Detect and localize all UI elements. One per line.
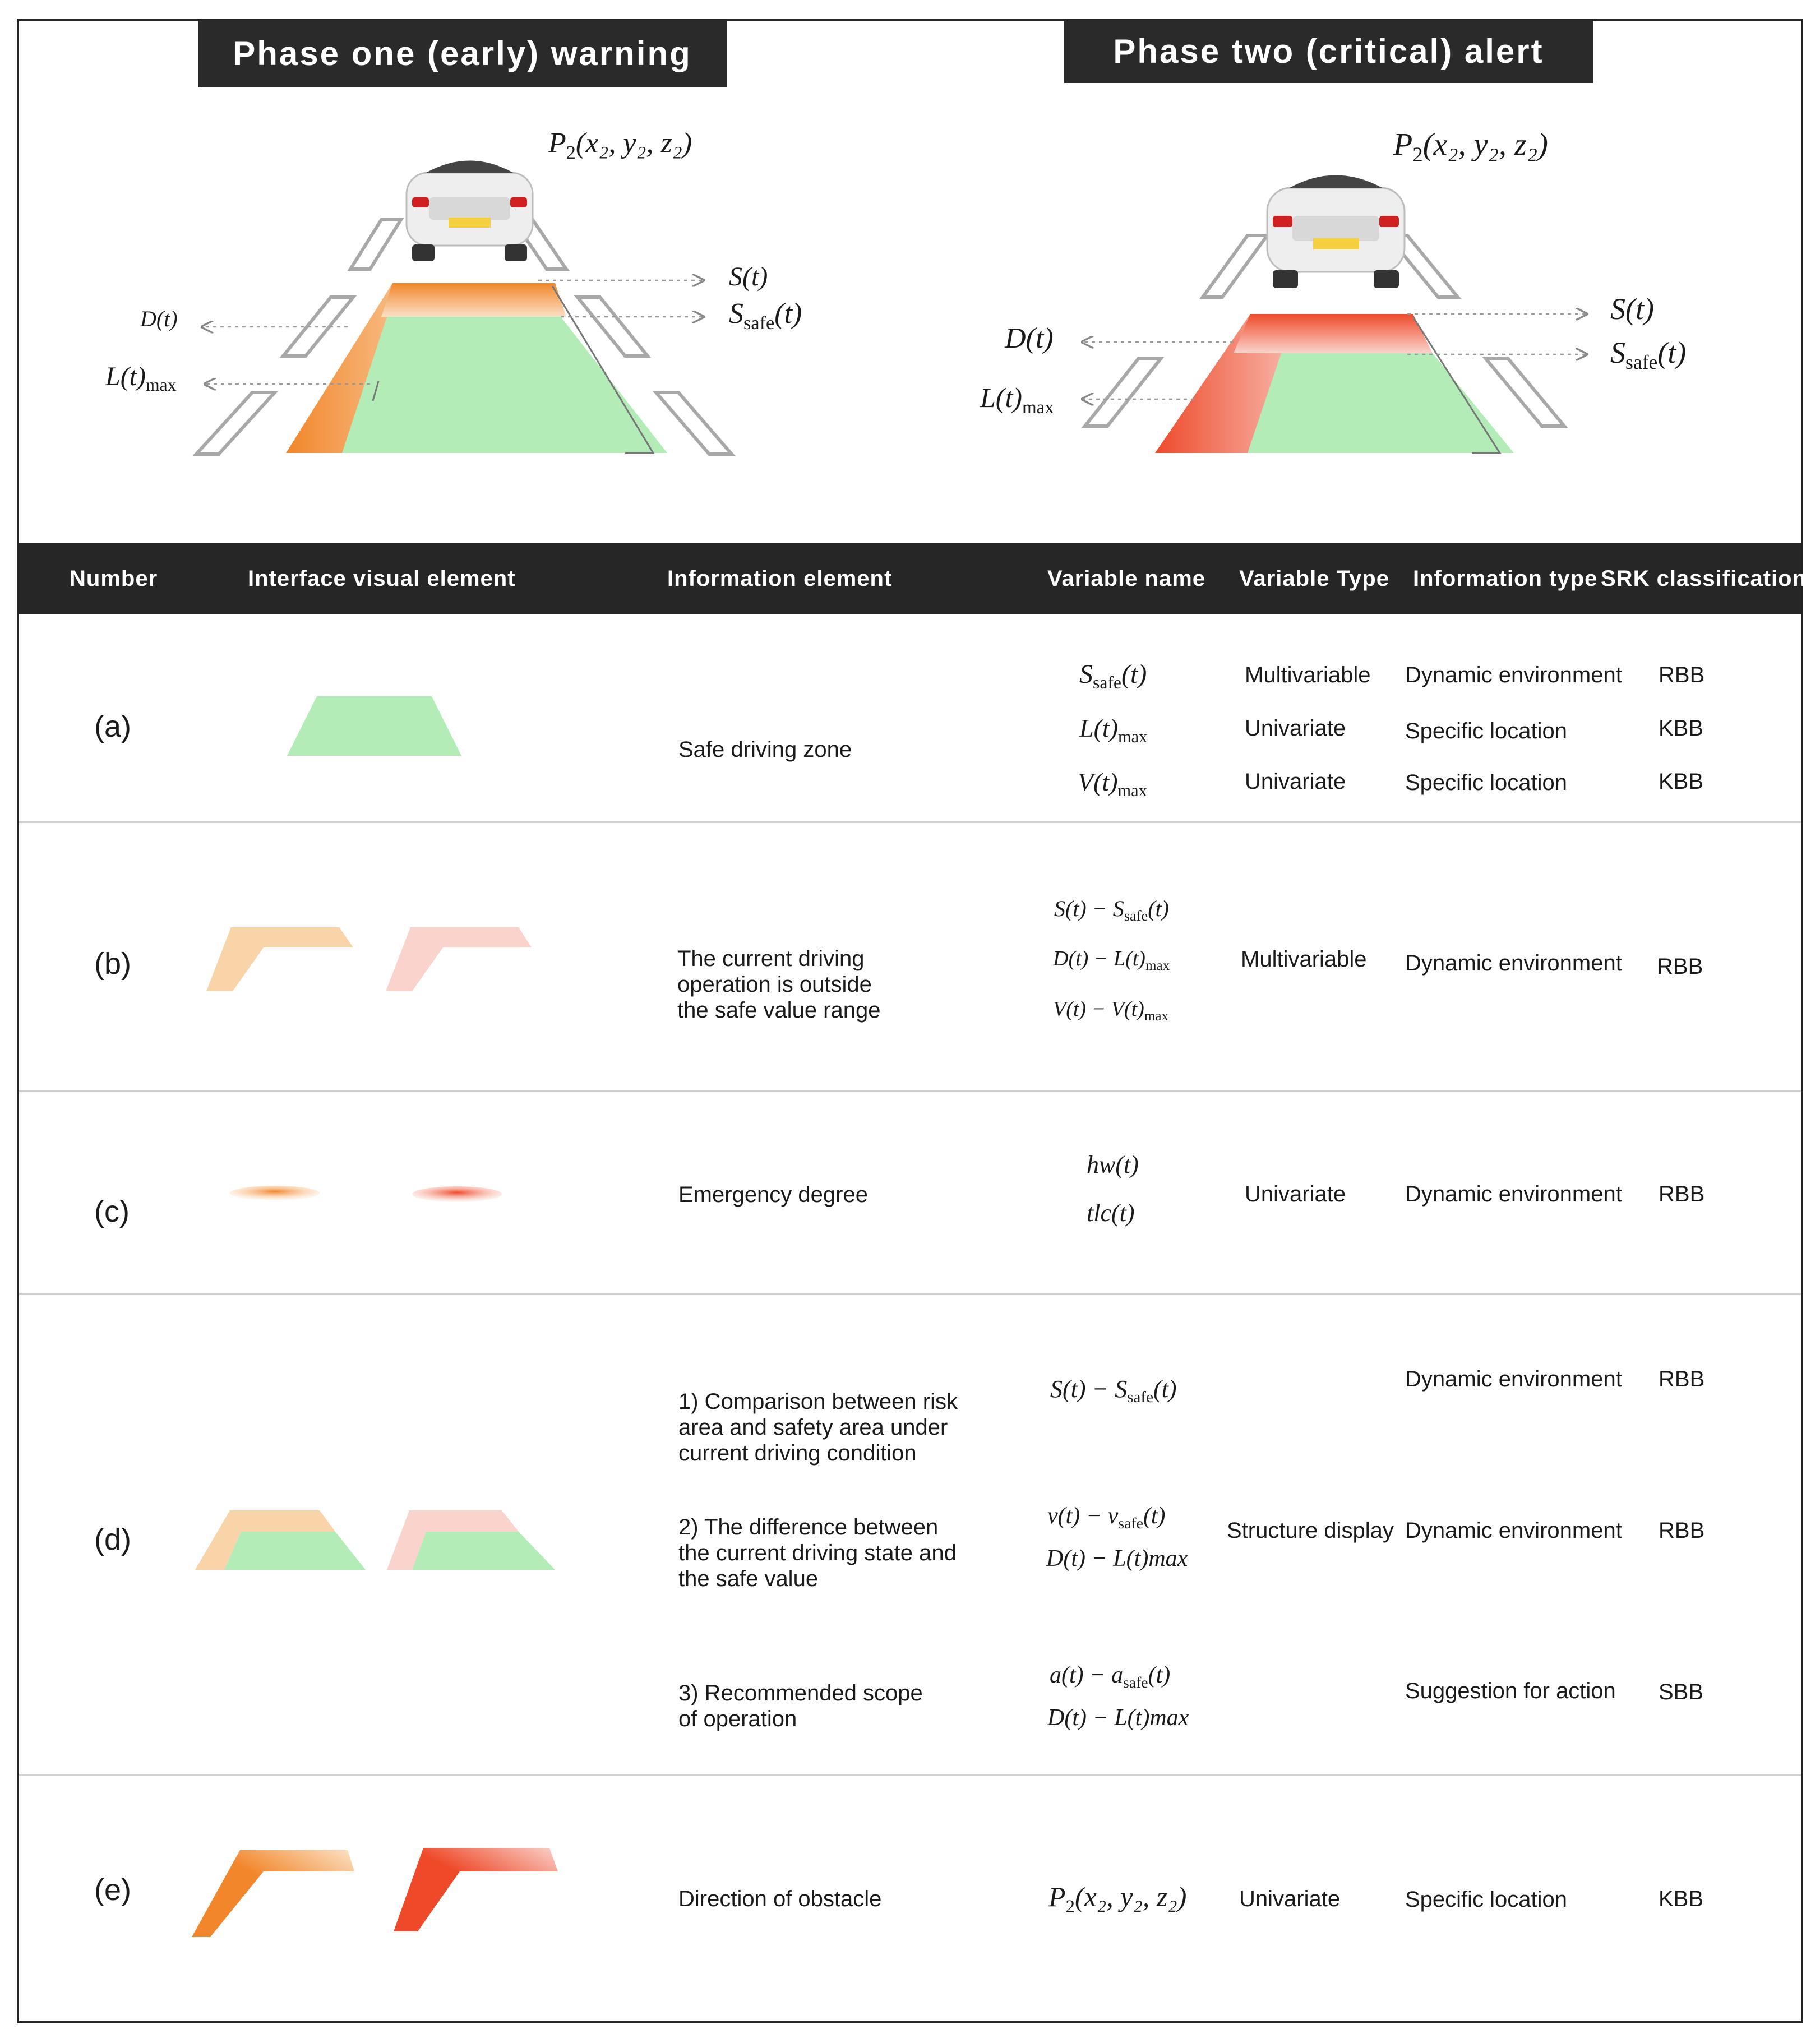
row-d-var-5: D(t) − L(t)max: [1047, 1705, 1189, 1731]
phase1-label-s: S(t): [729, 262, 768, 292]
row-divider: [19, 1774, 1801, 1776]
phase1-label-s-safe: $S_{safe}(t)$: [729, 298, 802, 334]
phase1-car: [407, 161, 533, 262]
row-e-var-1: $P_2(x_2$, y₂, z₂): [1048, 1881, 1187, 1917]
row-divider: [19, 821, 1801, 823]
icon-d-comparison: [195, 1510, 555, 1570]
row-a-infotype-1: Dynamic environment: [1405, 663, 1622, 687]
phase1-label-d: D(t): [140, 306, 178, 331]
row-a-var-2: $L(t)_{max}$: [1079, 714, 1148, 746]
row-e-number: (e): [94, 1873, 131, 1907]
row-d-infotype-1: Dynamic environment: [1405, 1367, 1622, 1392]
row-d-infotype-2: Dynamic environment: [1405, 1518, 1622, 1543]
row-e-infotype: Specific location: [1405, 1887, 1568, 1912]
row-d-information-2-line-1: 2) The difference between: [678, 1515, 939, 1540]
row-d-information-3-line-2: of operation: [678, 1707, 797, 1731]
phase2-risk-zone-top: [1234, 314, 1433, 353]
row-a-srk-1: RBB: [1659, 663, 1705, 687]
row-d-number: (d): [94, 1523, 131, 1556]
row-d-information-2-line-3: the safe value: [678, 1566, 819, 1591]
row-c-var-2: tlc(t): [1087, 1199, 1135, 1227]
row-b-information-line-3: the safe value range: [677, 998, 881, 1023]
row-e-srk: KBB: [1659, 1887, 1704, 1911]
phase2-label-lmax: $L(t)_{max}$: [980, 382, 1054, 418]
header-variable-type: Variable Type: [1239, 566, 1389, 591]
phase2-label-s-safe: $S_{safe}(t)$: [1610, 336, 1687, 374]
row-d-srk-2: RBB: [1659, 1518, 1705, 1543]
row-b-infotype: Dynamic environment: [1405, 951, 1622, 976]
header-variable-name: Variable name: [1047, 566, 1206, 591]
row-d-vartype: Structure display: [1227, 1518, 1394, 1543]
header-number: Number: [70, 566, 158, 591]
row-d-information-3-line-1: 3) Recommended scope: [678, 1681, 923, 1705]
phase1-diagram: [196, 161, 732, 455]
phase1-label-p2: $P_2(x_2$, y₂, z₂): [548, 127, 692, 163]
icon-b-outside-range: [206, 927, 532, 991]
row-a-infotype-3: Specific location: [1405, 770, 1568, 795]
phase1-title: Phase one (early) warning: [198, 20, 727, 87]
row-c-srk: RBB: [1659, 1182, 1705, 1207]
row-a-srk-2: KBB: [1659, 716, 1704, 741]
row-a-var-3: $V(t)_{max}$: [1078, 768, 1147, 800]
row-b-srk: RBB: [1657, 954, 1703, 979]
row-d-var-4: $a(t) - a_{safe}(t)$: [1050, 1662, 1171, 1691]
row-c-vartype: Univariate: [1245, 1182, 1346, 1207]
phase2-safe-zone: [1248, 353, 1514, 453]
row-c-number: (c): [94, 1195, 130, 1228]
phase2-label-p2: $P_2(x_2$, y₂, z₂): [1393, 127, 1548, 166]
phase1-label-lmax: $L(t)_{max}$: [105, 362, 177, 395]
row-a-information-element: Safe driving zone: [678, 737, 852, 762]
icon-c-emergency: [230, 1186, 502, 1202]
row-d-infotype-3: Suggestion for action: [1405, 1679, 1616, 1703]
icon-e-obstacle-direction: [192, 1848, 558, 1937]
header-interface-element: Interface visual element: [248, 566, 516, 591]
header-information-element: Information element: [667, 566, 893, 591]
phase2-label-d: D(t): [1005, 322, 1054, 354]
row-b-number: (b): [94, 947, 131, 981]
row-d-information-2-line-2: the current driving state and: [678, 1541, 957, 1565]
row-b-var-1: $S(t) - S_{safe}(t)$: [1054, 896, 1170, 925]
row-c-information-element: Emergency degree: [678, 1182, 868, 1207]
row-divider: [19, 1293, 1801, 1295]
header-srk: SRK classification: [1601, 566, 1807, 591]
row-a-vartype-3: Univariate: [1245, 769, 1346, 794]
row-a-vartype-2: Univariate: [1245, 716, 1346, 741]
row-b-vartype: Multivariable: [1241, 947, 1367, 972]
row-d-var-3: D(t) − L(t)max: [1046, 1546, 1188, 1571]
row-d-var-1: $S(t) - S_{safe}(t)$: [1050, 1375, 1177, 1407]
row-d-information-1-line-2: area and safety area under: [678, 1415, 948, 1440]
row-b-var-3: $V(t) - V(t)_{max}$: [1053, 997, 1168, 1024]
row-a-var-1: $S_{safe}(t)$: [1079, 659, 1147, 693]
row-d-srk-1: RBB: [1659, 1367, 1705, 1392]
header-information-type: Information type: [1413, 566, 1598, 591]
phase1-risk-zone-top: [381, 283, 566, 317]
phase1-safe-zone: [342, 317, 667, 453]
phase2-car: [1267, 175, 1405, 289]
phase2-label-s: S(t): [1610, 292, 1654, 326]
row-d-information-1-line-3: current driving condition: [678, 1441, 917, 1466]
row-c-infotype: Dynamic environment: [1405, 1182, 1622, 1207]
row-c-var-1: hw(t): [1087, 1151, 1139, 1178]
row-e-information-element: Direction of obstacle: [678, 1887, 882, 1911]
row-e-vartype: Univariate: [1239, 1887, 1341, 1911]
row-d-srk-3: SBB: [1659, 1680, 1704, 1704]
row-divider: [19, 1090, 1801, 1092]
row-b-var-2: $D(t) - L(t)_{max}$: [1053, 947, 1170, 974]
phase2-diagram: [1082, 175, 1587, 454]
row-a-number: (a): [94, 710, 131, 743]
row-a-infotype-2: Specific location: [1405, 719, 1568, 743]
phase2-title: Phase two (critical) alert: [1064, 20, 1593, 83]
row-d-var-2: $v(t) - v_{safe}(t)$: [1047, 1503, 1166, 1532]
row-a-srk-3: KBB: [1659, 769, 1704, 794]
row-a-vartype-1: Multivariable: [1245, 663, 1371, 687]
row-d-information-1-line-1: 1) Comparison between risk: [678, 1389, 958, 1414]
row-b-information-line-1: The current driving: [677, 946, 865, 971]
row-b-information-line-2: operation is outside: [677, 972, 872, 997]
icon-a-safe-zone: [287, 696, 461, 756]
